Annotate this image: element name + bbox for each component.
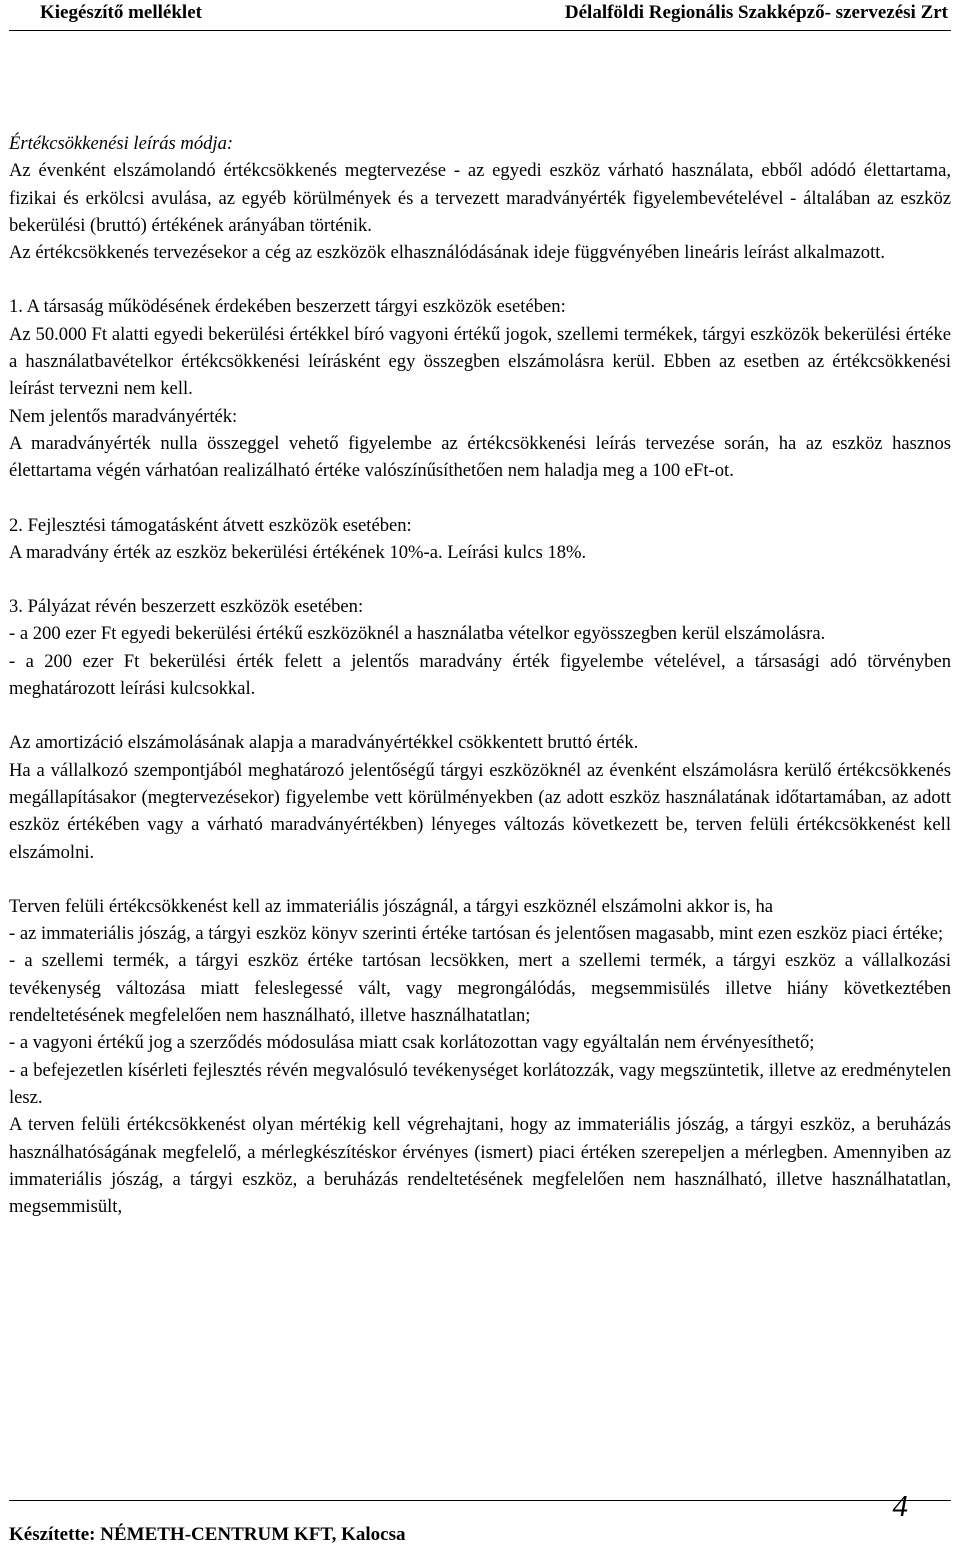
- page-number: 4: [892, 1488, 908, 1523]
- list-item: - az immateriális jószág, a tárgyi eszköz könyv szerinti értéke tartósan és jelentősen magasabb, mint ezen eszköz piaci értéke;: [9, 923, 944, 945]
- paragraph: Terven felüli értékcsökkenést kell az immateriális jószágnál, a tárgyi eszköznél elszámolni akkor is, ha: [9, 895, 774, 917]
- paragraph: Nem jelentős maradványérték:: [9, 405, 238, 427]
- list-item: - a 200 ezer Ft bekerülési érték felett a jelentős maradvány érték figyelembe vételével, a társasági adó törvényben meghatározott leírási kulcsokkal.: [9, 650, 951, 700]
- paragraph: A maradvány érték az eszköz bekerülési értékének 10%-a. Leírási kulcs 18%.: [9, 541, 587, 563]
- list-item: - a vagyoni értékű jog a szerződés módosulása miatt csak korlátozottan vagy egyáltalán nem érvényesíthető;: [9, 1032, 815, 1054]
- subsection-title: 1. A társaság működésének érdekében beszerzett tárgyi eszközök esetében:: [9, 296, 566, 318]
- paragraph: Az értékcsökkenés tervezésekor a cég az eszközök elhasználódásának ideje függvényében lineáris leírást alkalmazott.: [9, 242, 886, 264]
- footer-author: Készítette: NÉMETH-CENTRUM KFT, Kalocsa: [9, 1524, 406, 1545]
- paragraph: Az évenként elszámolandó értékcsökkenés megtervezése - az egyedi eszköz várható használata, ebből adódó élettartama, fizikai és erkölcsi avulása, az egyéb körülmények és a tervezett maradványérték figyelembevételével - általában az eszköz bekerülési (bruttó) értékének arányában történik.: [9, 160, 951, 236]
- list-item: - a 200 ezer Ft egyedi bekerülési értékű eszközöknél a használatba vételkor egyösszegben kerül elszámolásra.: [9, 623, 826, 645]
- footer-rule: [9, 1500, 951, 1501]
- page-header: [0, 0, 960, 34]
- paragraph: Az amortizáció elszámolásának alapja a maradványértékkel csökkentett bruttó érték.: [9, 732, 639, 754]
- document-body: [9, 130, 951, 1220]
- paragraph: A terven felüli értékcsökkenést olyan mértékig kell végrehajtani, hogy az immateriális jószág, a tárgyi eszköz, a beruházás használhatóságának megfelelő, a mérlegkészítéskor érvényes (ismert) piaci értéken szerepeljen a mérlegben. Amennyiben az immateriális jószág, a tárgyi eszköz, a beruházás rendeltetésének megfelelően nem használható, illetve használhatatlan, megsemmisült,: [9, 1114, 951, 1218]
- header-rule: [9, 30, 951, 31]
- paragraph: Az 50.000 Ft alatti egyedi bekerülési értékkel bíró vagyoni értékű jogok, szellemi termékek, tárgyi eszközök bekerülési értéke a használatbavételkor értékcsökkenési leírásként egy összegben elszámolásra kerül. Ebben az esetben az értékcsökkenési leírást tervezni nem kell.: [9, 323, 951, 400]
- page-footer: [0, 1488, 960, 1557]
- header-left-title: Kiegészítő melléklet: [40, 2, 202, 23]
- header-right-title: Délalföldi Regionális Szakképző- szervezési Zrt: [564, 2, 948, 23]
- subsection-title: 3. Pályázat révén beszerzett eszközök esetében:: [9, 596, 364, 618]
- section-heading: Értékcsökkenési leírás módja:: [9, 133, 234, 154]
- list-item: - a szellemi termék, a tárgyi eszköz értéke tartósan lecsökken, mert a szellemi termék, a tárgyi eszköz a vállalkozási tevékenység változása miatt feleslegessé vált, vagy megrongálódás, megsemmisülés illetve hiány következtében rendeltetésének megfelelően nem használható, illetve használhatatlan;: [9, 950, 951, 1027]
- list-item: - a befejezetlen kísérleti fejlesztés révén megvalósuló tevékenységet korlátozzák, vagy megszüntetik, illetve az eredménytelen lesz.: [9, 1059, 951, 1108]
- subsection-title: 2. Fejlesztési támogatásként átvett eszközök esetében:: [9, 514, 412, 536]
- paragraph: Ha a vállalkozó szempontjából meghatározó jelentőségű tárgyi eszközöknél az évenként elszámolásra kerülő értékcsökkenés megállapításakor (megtervezésekor) figyelembe vett körülményekben (az adott eszköz használatának időtartamában, az adott eszköz értékében vagy a várható maradványértékben) lényeges változás következett be, terven felüli értékcsökkenést kell elszámolni.: [9, 759, 951, 863]
- paragraph: A maradványérték nulla összeggel vehető figyelembe az értékcsökkenési leírás tervezése során, ha az eszköz hasznos élettartama végén várhatóan realizálható értéke valószínűsíthetően nem haladja meg a 100 eFt-ot.: [9, 432, 951, 482]
